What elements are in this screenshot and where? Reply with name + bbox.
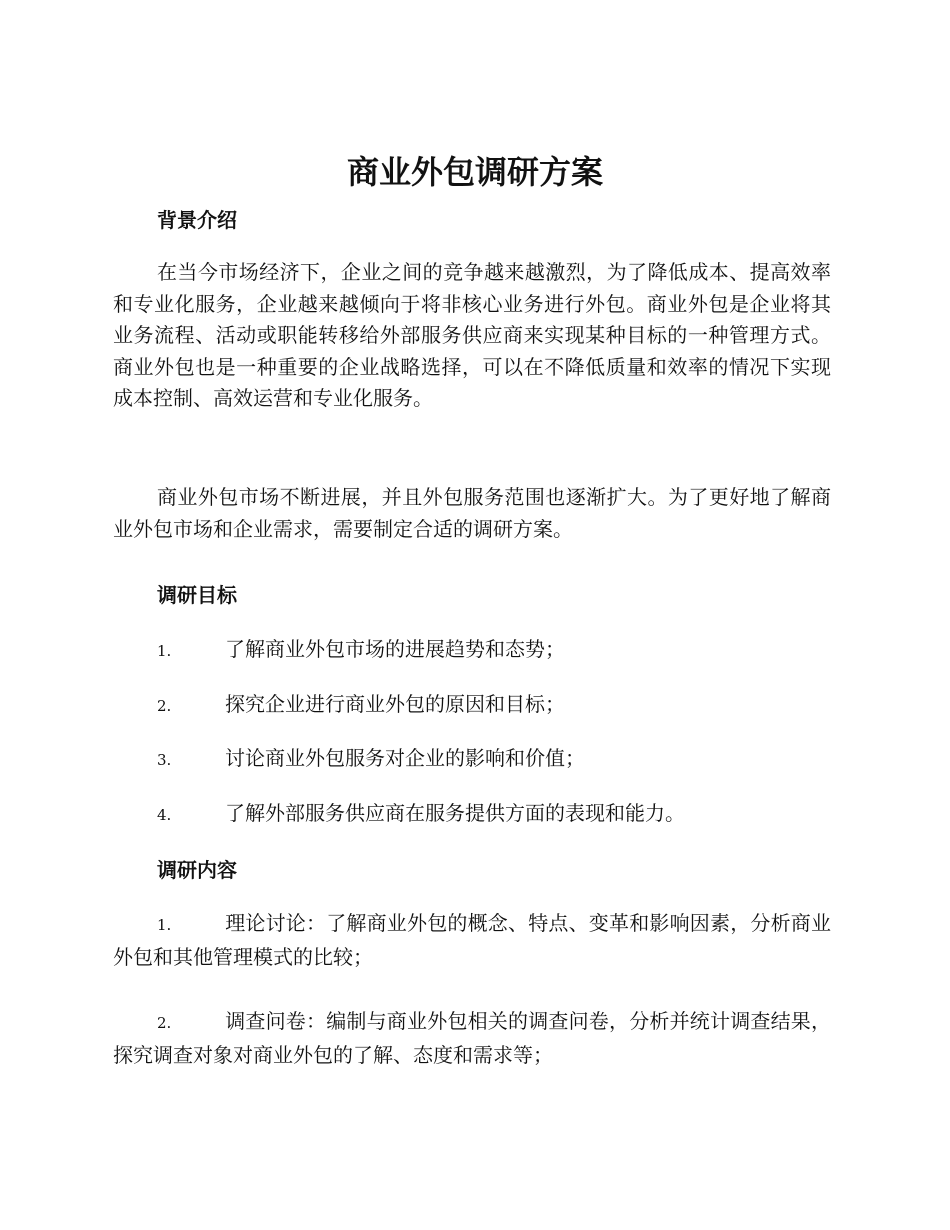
list-item-text: 讨论商业外包服务对企业的影响和价值； bbox=[225, 746, 585, 770]
list-item-text: 了解商业外包市场的进展趋势和态势； bbox=[225, 637, 565, 661]
document-title: 商业外包调研方案 bbox=[346, 153, 603, 191]
list-item-text: 了解外部服务供应商在服务提供方面的表现和能力。 bbox=[225, 801, 685, 825]
goal-item bbox=[113, 634, 831, 668]
list-number: 1. bbox=[157, 916, 172, 934]
section-heading-background: 背景介绍 bbox=[157, 208, 237, 232]
list-item-text: 调查问卷：编制与商业外包相关的调查问卷，分析并统计调查结果，探究调查对象对商业外包的了解、态度和需求等； bbox=[113, 1009, 831, 1067]
content-item bbox=[113, 908, 831, 973]
goal-item bbox=[113, 689, 831, 723]
goal-item bbox=[113, 798, 831, 832]
list-item-text: 理论讨论：了解商业外包的概念、特点、变革和影响因素，分析商业外包和其他管理模式的比较； bbox=[113, 911, 831, 969]
section-heading-goals: 调研目标 bbox=[157, 583, 237, 607]
goal-item bbox=[113, 743, 831, 777]
content-item bbox=[113, 1006, 831, 1071]
background-paragraph-1: 在当今市场经济下，企业之间的竞争越来越激烈，为了降低成本、提高效率和专业化服务，企业越来越倾向于将非核心业务进行外包。商业外包是企业将其业务流程、活动或职能转移给外部服务供应商来实现某种目标的一种管理方式。商业外包也是一种重要的企业战略选择，可以在不降低质量和效率的情况下实现成本控制、高效运营和专业化服务。 bbox=[113, 260, 831, 410]
list-item-text: 探究企业进行商业外包的原因和目标； bbox=[225, 692, 565, 716]
background-paragraph-2: 商业外包市场不断进展，并且外包服务范围也逐渐扩大。为了更好地了解商业外包市场和企业需求，需要制定合适的调研方案。 bbox=[113, 485, 831, 541]
list-number: 3. bbox=[157, 751, 172, 769]
list-number: 4. bbox=[157, 806, 172, 824]
list-number: 1. bbox=[157, 642, 172, 660]
list-number: 2. bbox=[157, 1014, 172, 1032]
section-heading-content: 调研内容 bbox=[157, 858, 237, 882]
list-number: 2. bbox=[157, 697, 172, 715]
